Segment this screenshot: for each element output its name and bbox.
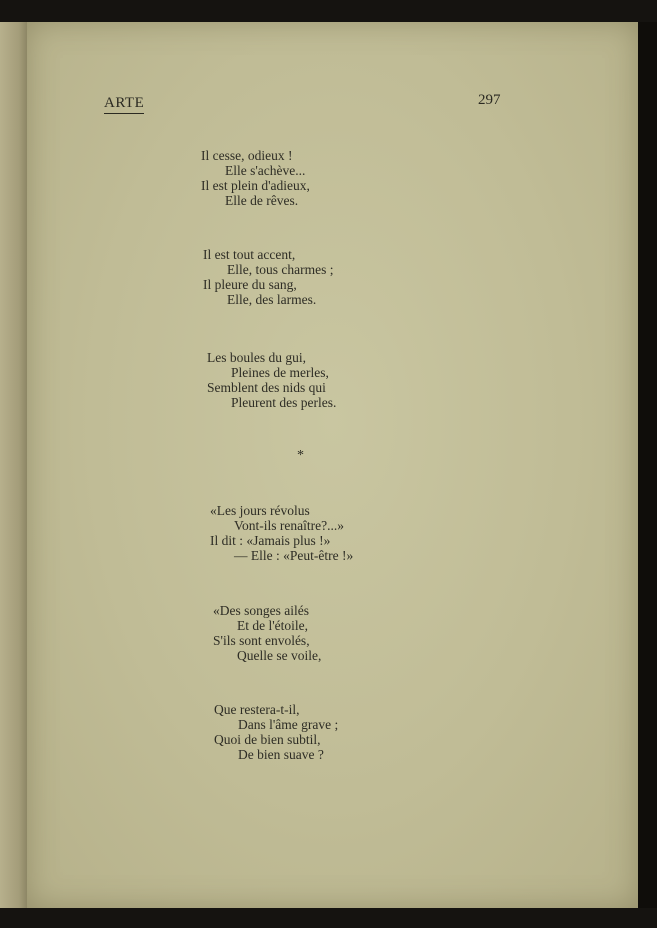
verse-line: De bien suave ? <box>238 747 324 762</box>
verse-line: Que restera-t-il, <box>214 702 300 717</box>
stanza-5 <box>213 603 321 663</box>
verse-line: Elle de rêves. <box>225 193 299 208</box>
stanza-3 <box>207 350 336 410</box>
verse-line: Quoi de bien subtil, <box>214 732 321 747</box>
verse-line: Les boules du gui, <box>207 350 306 365</box>
verse-line: Il est tout accent, <box>203 247 296 262</box>
verse-line: Il est plein d'adieux, <box>201 178 310 193</box>
verse-line: Pleines de merles, <box>231 365 329 380</box>
stanza-2 <box>203 247 333 307</box>
adjacent-page-edge <box>0 22 27 908</box>
verse-line: Elle, des larmes. <box>227 292 317 307</box>
running-header-title: ARTE <box>104 95 144 114</box>
verse-line: Il cesse, odieux ! <box>201 148 293 163</box>
verse-line: Dans l'âme grave ; <box>238 717 339 732</box>
verse-line: Elle s'achève... <box>225 163 306 178</box>
scan-border <box>638 22 657 908</box>
verse-line: — Elle : «Peut-être !» <box>234 548 354 563</box>
verse-line: S'ils sont envolés, <box>213 633 310 648</box>
stanza-4 <box>210 503 353 563</box>
verse-line: Il dit : «Jamais plus !» <box>210 533 331 548</box>
verse-line: Il pleure du sang, <box>203 277 297 292</box>
verse-line: Pleurent des perles. <box>231 395 337 410</box>
page-number: 297 <box>478 92 501 108</box>
section-separator-asterisk: * <box>297 448 304 463</box>
verse-line: Quelle se voile, <box>237 648 322 663</box>
stanza-6 <box>214 702 338 762</box>
verse-line: «Des songes ailés <box>213 603 309 618</box>
verse-line: Vont-ils renaître?...» <box>234 518 344 533</box>
book-page <box>27 22 638 908</box>
verse-line: «Les jours révolus <box>210 503 310 518</box>
verse-line: Elle, tous charmes ; <box>227 262 334 277</box>
verse-line: Et de l'étoile, <box>237 618 309 633</box>
stanza-1 <box>201 148 310 208</box>
verse-line: Semblent des nids qui <box>207 380 326 395</box>
